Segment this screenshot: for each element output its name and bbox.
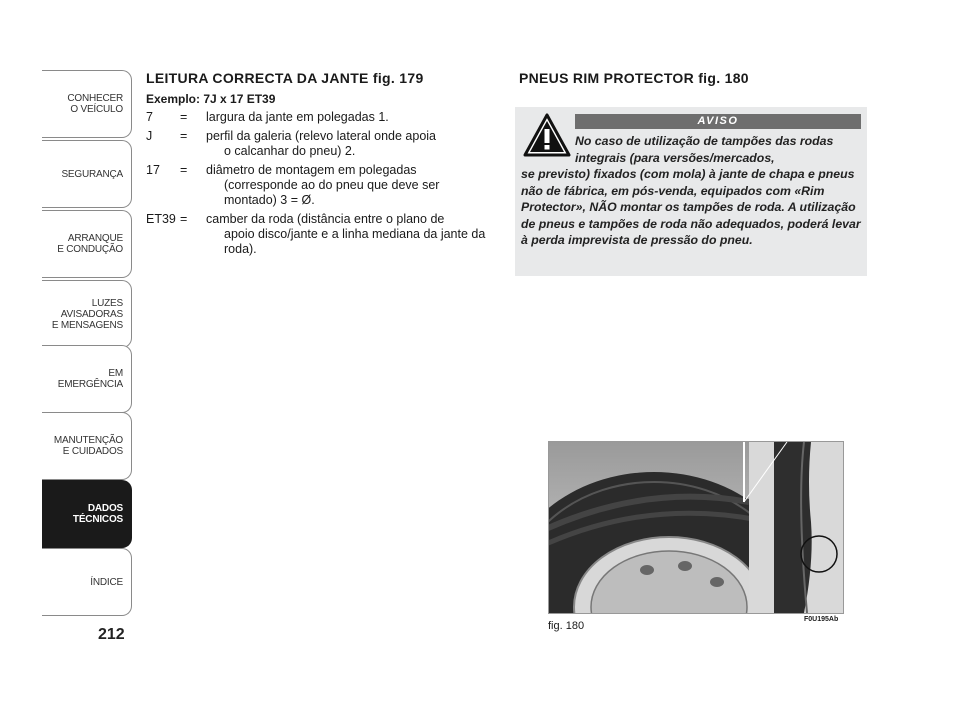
tab-luzes-avisadoras[interactable] [42, 280, 132, 348]
figure-code: F0U195Ab [804, 616, 839, 623]
right-heading [519, 70, 749, 86]
warning-box [515, 107, 867, 276]
definition-row [146, 163, 486, 208]
definition-row [146, 129, 486, 159]
tab-label: EM EMERGÊNCIA [57, 368, 123, 390]
tab-manutencao-e-cuidados[interactable] [42, 412, 132, 480]
row-eq: = [180, 212, 188, 226]
row-continuation: (corresponde ao do pneu que deve ser montado) 3 = Ø. [224, 178, 440, 207]
row-value [206, 110, 486, 125]
tab-label: ARRANQUE E CONDUÇÃO [57, 233, 123, 255]
tab-arranque-e-conducao[interactable] [42, 210, 132, 278]
example-line: Exemplo: 7J x 17 ET39 [146, 92, 276, 106]
row-continuation: apoio disco/jante e a linha mediana da jante da roda). [224, 227, 486, 256]
tab-label: MANUTENÇÃO E CUIDADOS [53, 435, 123, 457]
tab-conhecer-o-veiculo[interactable] [42, 70, 132, 138]
tab-dados-tecnicos[interactable] [42, 480, 132, 548]
tab-em-emergencia[interactable] [42, 345, 132, 413]
row-line: perfil da galeria (relevo lateral onde apoia [206, 129, 437, 143]
warning-first-lines: No caso de utilização de tampões das rodas integrais (para versões/mercados, [575, 134, 834, 165]
warning-rest: se previsto) fixados (com mola) à jante de chapa e pneus não de fábrica, em pós-venda, equipados com «Rim Protector», NÃO montar os tampões de roda. A utilização de pneus e tampões de roda não adequados, poderá levar à perda imprevista de pressão do pneu. [521, 167, 861, 247]
row-continuation: o calcanhar do pneu) 2. [224, 144, 356, 158]
row-value [206, 163, 486, 208]
tab-seguranca[interactable] [42, 140, 132, 208]
warning-text [521, 133, 863, 249]
row-eq: = [180, 163, 188, 177]
row-value [206, 212, 486, 257]
heading-fig-ref[interactable]: fig. 180 [698, 70, 749, 86]
row-key: J [146, 129, 153, 143]
warning-title: AVISO [575, 114, 861, 129]
heading-text: PNEUS RIM PROTECTOR [519, 70, 695, 86]
definition-row [146, 212, 486, 257]
row-eq: = [180, 110, 188, 124]
definition-row [146, 110, 486, 125]
row-line: largura da jante em polegadas 1. [206, 110, 389, 124]
tire-illustration [549, 442, 843, 613]
heading-text: LEITURA CORRECTA DA JANTE [146, 70, 369, 86]
heading-fig-ref[interactable]: fig. 179 [372, 70, 424, 86]
page-number: 212 [98, 626, 125, 643]
row-key: 7 [146, 110, 153, 124]
figure-caption: fig. 180 [548, 620, 585, 632]
tab-label: LUZES AVISADORAS E MENSAGENS [51, 297, 123, 331]
row-key: 17 [146, 163, 160, 177]
tab-label: ÍNDICE [90, 576, 123, 588]
tab-indice[interactable] [42, 548, 132, 616]
row-value [206, 129, 486, 159]
row-eq: = [180, 129, 188, 143]
row-line: camber da roda (distância entre o plano de [206, 212, 445, 226]
section-heading [146, 70, 486, 86]
left-column [146, 70, 486, 257]
tire-figure [548, 441, 844, 614]
tab-label: DADOS TÉCNICOS [72, 503, 123, 525]
tab-label: SEGURANÇA [61, 168, 123, 180]
tab-label: CONHECER O VEÍCULO [67, 93, 123, 115]
row-key: ET39 [146, 212, 176, 226]
row-line: diâmetro de montagem em polegadas [206, 163, 417, 177]
